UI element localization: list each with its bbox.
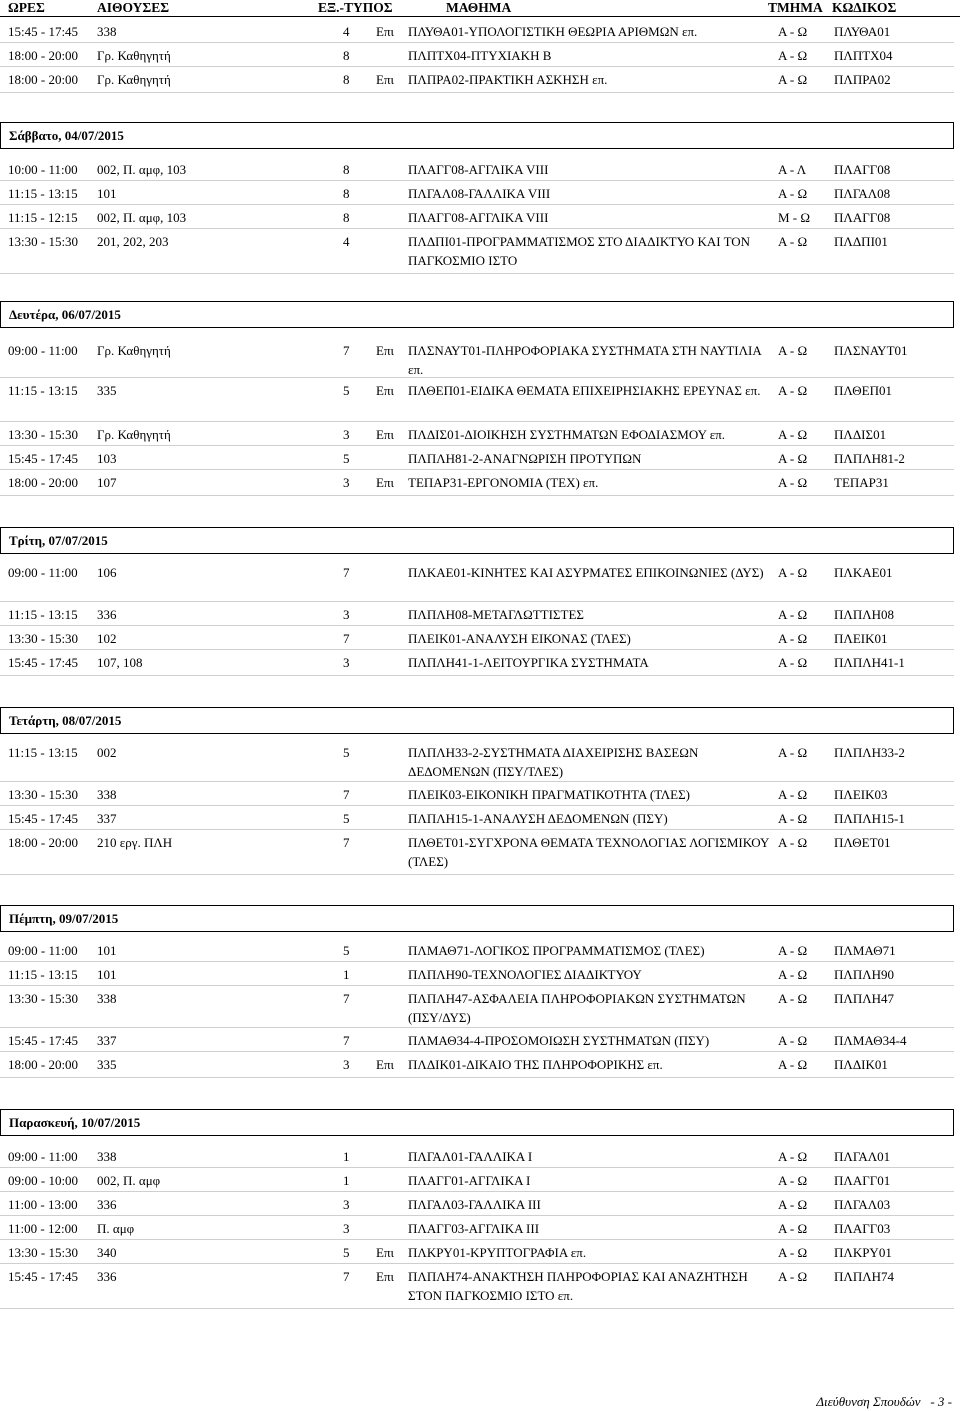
- day-label: Δευτέρα, 06/07/2015: [9, 307, 121, 322]
- exam-sem: 5: [343, 1245, 350, 1260]
- exam-room: Γρ. Καθηγητή: [97, 48, 171, 63]
- exam-time: 11:15 - 13:15: [8, 186, 78, 201]
- exam-sem: 5: [343, 943, 350, 958]
- exam-course: ΠΛΓΑΛ08-ΓΑΛΛΙΚΑ VIII: [408, 186, 551, 201]
- exam-course: ΠΛΜΑΘ71-ΛΟΓΙΚΟΣ ΠΡΟΓΡΑΜΜΑΤΙΣΜΟΣ (ΤΛΕΣ): [408, 943, 705, 958]
- exam-code: ΠΛΠΛΗ47: [834, 991, 895, 1006]
- exam-time: 11:00 - 12:00: [8, 1221, 78, 1236]
- exam-section: Α - Ω: [778, 565, 808, 580]
- exam-room: 002: [97, 745, 117, 760]
- exam-course: ΠΛΘΕΤ01-ΣΥΓΧΡΟΝΑ ΘΕΜΑΤΑ ΤΕΧΝΟΛΟΓΙΑΣ ΛΟΓΙΣΜΙΚΟΥ (ΤΛΕΣ): [408, 835, 769, 869]
- exam-room: 337: [97, 811, 117, 826]
- exam-code: ΤΕΠΑΡ31: [834, 475, 889, 490]
- exam-course: ΠΛΓΑΛ01-ΓΑΛΛΙΚΑ Ι: [408, 1149, 533, 1164]
- exam-section: Α - Ω: [778, 1149, 808, 1164]
- day-header: [0, 707, 954, 734]
- exam-section: Α - Ω: [778, 631, 808, 646]
- exam-sem: 7: [343, 991, 350, 1006]
- row-divider: [0, 1215, 954, 1216]
- exam-time: 15:45 - 17:45: [8, 24, 79, 39]
- exam-code: ΠΛΚΑΕ01: [834, 565, 893, 580]
- row-divider: [0, 1308, 954, 1309]
- exam-room: 103: [97, 451, 117, 466]
- exam-course: ΠΛΔΙΣ01-ΔΙΟΙΚΗΣΗ ΣΥΣΤΗΜΑΤΩΝ ΕΦΟΔΙΑΣΜΟΥ επ.: [408, 427, 726, 442]
- exam-time: 15:45 - 17:45: [8, 1269, 79, 1284]
- row-divider: [0, 1191, 954, 1192]
- exam-type: Επι: [376, 427, 395, 442]
- exam-sem: 7: [343, 1269, 350, 1284]
- row-divider: [0, 228, 954, 229]
- row-divider: [0, 829, 954, 830]
- day-label: Παρασκευή, 10/07/2015: [9, 1115, 141, 1130]
- exam-code: ΠΛΠΤΧ04: [834, 48, 893, 63]
- row-divider: [0, 1027, 954, 1028]
- exam-section: Α - Ω: [778, 48, 808, 63]
- exam-section: Α - Ω: [778, 1269, 808, 1284]
- exam-sem: 3: [343, 1057, 350, 1072]
- exam-code: ΠΛΥΘΑ01: [834, 24, 891, 39]
- exam-type: Επι: [376, 383, 395, 398]
- exam-section: Α - Ω: [778, 1221, 808, 1236]
- exam-time: 18:00 - 20:00: [8, 48, 79, 63]
- header-room: ΑΙΘΟΥΣΕΣ: [97, 0, 170, 15]
- exam-section: Α - Ω: [778, 186, 808, 201]
- row-divider: [0, 180, 954, 181]
- exam-type: Επι: [376, 24, 395, 39]
- exam-course: ΠΛΑΓΓ01-ΑΓΓΛΙΚΑ Ι: [408, 1173, 531, 1188]
- exam-sem: 8: [343, 72, 350, 87]
- row-divider: [0, 625, 954, 626]
- header-time: ΩΡΕΣ: [8, 0, 45, 15]
- exam-sem: 1: [343, 1173, 350, 1188]
- exam-time: 13:30 - 15:30: [8, 991, 79, 1006]
- exam-room: 337: [97, 1033, 117, 1048]
- exam-time: 09:00 - 11:00: [8, 943, 78, 958]
- exam-room: 107: [97, 475, 117, 490]
- exam-sem: 1: [343, 1149, 350, 1164]
- row-divider: [0, 1051, 954, 1052]
- exam-time: 15:45 - 17:45: [8, 1033, 79, 1048]
- exam-type: Επι: [376, 1245, 395, 1260]
- exam-sem: 5: [343, 811, 350, 826]
- exam-code: ΠΛΘΕΤ01: [834, 835, 891, 850]
- row-divider: [0, 985, 954, 986]
- exam-code: ΠΛΜΑΘ34-4: [834, 1033, 907, 1048]
- exam-course: ΠΛΠΡΑ02-ΠΡΑΚΤΙΚΗ ΑΣΚΗΣΗ επ.: [408, 72, 608, 87]
- day-label: Τετάρτη, 08/07/2015: [9, 713, 122, 728]
- exam-sem: 5: [343, 383, 350, 398]
- exam-code: ΠΛΚΡΥ01: [834, 1245, 892, 1260]
- column-header: [0, 0, 960, 17]
- exam-sem: 7: [343, 565, 350, 580]
- row-divider: [0, 675, 954, 676]
- exam-room: 106: [97, 565, 117, 580]
- row-divider: [0, 42, 954, 43]
- exam-code: ΠΛΔΙΚ01: [834, 1057, 888, 1072]
- row-divider: [0, 92, 954, 93]
- exam-type: Επι: [376, 1269, 395, 1284]
- exam-room: 338: [97, 991, 117, 1006]
- exam-room: 107, 108: [97, 655, 143, 670]
- exam-course: ΠΛΥΘΑ01-ΥΠΟΛΟΓΙΣΤΙΚΗ ΘΕΩΡΙΑ ΑΡΙΘΜΩΝ επ.: [408, 24, 698, 39]
- exam-time: 18:00 - 20:00: [8, 1057, 79, 1072]
- exam-code: ΠΛΑΓΓ03: [834, 1221, 891, 1236]
- exam-course: ΠΛΠΛΗ81-2-ΑΝΑΓΝΩΡΙΣΗ ΠΡΟΤΥΠΩΝ: [408, 451, 642, 466]
- exam-section: Α - Ω: [778, 475, 808, 490]
- exam-sem: 8: [343, 48, 350, 63]
- exam-course: ΠΛΑΓΓ08-ΑΓΓΛΙΚΑ VIII: [408, 162, 549, 177]
- footer-page-number: - 3 -: [930, 1394, 952, 1409]
- exam-section: Α - Ω: [778, 811, 808, 826]
- exam-section: Α - Ω: [778, 745, 808, 760]
- exam-sem: 3: [343, 1221, 350, 1236]
- exam-sem: 7: [343, 1033, 350, 1048]
- header-course: ΜΑΘΗΜΑ: [446, 0, 512, 15]
- exam-code: ΠΛΑΓΓ08: [834, 210, 891, 225]
- exam-time: 18:00 - 20:00: [8, 835, 79, 850]
- row-divider: [0, 469, 954, 470]
- exam-course: ΠΛΠΛΗ74-ΑΝΑΚΤΗΣΗ ΠΛΗΡΟΦΟΡΙΑΣ ΚΑΙ ΑΝΑΖΗΤΗΣΗ ΣΤΟΝ ΠΑΓΚΟΣΜΙΟ ΙΣΤΟ επ.: [408, 1269, 748, 1303]
- exam-course: ΠΛΕΙΚ03-ΕΙΚΟΝΙΚΗ ΠΡΑΓΜΑΤΙΚΟΤΗΤΑ (ΤΛΕΣ): [408, 787, 690, 802]
- row-divider: [0, 649, 954, 650]
- exam-sem: 5: [343, 745, 350, 760]
- exam-code: ΠΛΓΑΛ08: [834, 186, 891, 201]
- exam-code: ΠΛΠΛΗ90: [834, 967, 895, 982]
- exam-code: ΠΛΓΑΛ01: [834, 1149, 891, 1164]
- exam-time: 10:00 - 11:00: [8, 162, 78, 177]
- exam-time: 15:45 - 17:45: [8, 451, 79, 466]
- exam-code: ΠΛΔΠΙ01: [834, 234, 888, 249]
- exam-room: 338: [97, 787, 117, 802]
- exam-room: 335: [97, 1057, 117, 1072]
- exam-time: 13:30 - 15:30: [8, 631, 79, 646]
- exam-course: ΠΛΠΛΗ15-1-ΑΝΑΛΥΣΗ ΔΕΔΟΜΕΝΩΝ (ΠΣΥ): [408, 811, 668, 826]
- exam-room: 336: [97, 1197, 117, 1212]
- row-divider: [0, 1077, 954, 1078]
- day-header: [0, 301, 954, 328]
- exam-sem: 3: [343, 427, 350, 442]
- exam-code: ΠΛΑΓΓ01: [834, 1173, 891, 1188]
- exam-code: ΠΛΕΙΚ03: [834, 787, 888, 802]
- exam-section: Α - Ω: [778, 835, 808, 850]
- day-header: [0, 905, 954, 932]
- exam-section: Α - Ω: [778, 967, 808, 982]
- row-divider: [0, 781, 954, 782]
- exam-code: ΠΛΠΛΗ41-1: [834, 655, 905, 670]
- day-label: Σάββατο, 04/07/2015: [9, 128, 124, 143]
- exam-time: 09:00 - 11:00: [8, 343, 78, 358]
- exam-time: 15:45 - 17:45: [8, 811, 79, 826]
- exam-code: ΠΛΠΡΑ02: [834, 72, 891, 87]
- exam-sem: 1: [343, 967, 350, 982]
- exam-course: ΠΛΔΠΙ01-ΠΡΟΓΡΑΜΜΑΤΙΣΜΟΣ ΣΤΟ ΔΙΑΔΙΚΤΥΟ ΚΑΙ ΤΟΝ ΠΑΓΚΟΣΜΙΟ ΙΣΤΟ: [408, 234, 751, 268]
- exam-code: ΠΛΠΛΗ81-2: [834, 451, 905, 466]
- exam-section: Α - Ω: [778, 343, 808, 358]
- exam-section: Α - Ω: [778, 24, 808, 39]
- exam-course: ΠΛΠΛΗ47-ΑΣΦΑΛΕΙΑ ΠΛΗΡΟΦΟΡΙΑΚΩΝ ΣΥΣΤΗΜΑΤΩΝ (ΠΣΥ/ΔΥΣ): [408, 991, 746, 1025]
- exam-sem: 7: [343, 835, 350, 850]
- day-header: [0, 122, 954, 149]
- exam-room: 102: [97, 631, 117, 646]
- exam-room: Γρ. Καθηγητή: [97, 343, 171, 358]
- exam-course: ΠΛΠΛΗ41-1-ΛΕΙΤΟΥΡΓΙΚΑ ΣΥΣΤΗΜΑΤΑ: [408, 655, 649, 670]
- header-divider: [0, 16, 960, 17]
- exam-time: 11:15 - 13:15: [8, 745, 78, 760]
- exam-room: 340: [97, 1245, 117, 1260]
- row-divider: [0, 421, 954, 422]
- exam-course: ΠΛΠΛΗ08-ΜΕΤΑΓΛΩΤΤΙΣΤΕΣ: [408, 607, 584, 622]
- exam-course: ΠΛΠΛΗ33-2-ΣΥΣΤΗΜΑΤΑ ΔΙΑΧΕΙΡΙΣΗΣ ΒΑΣΕΩΝ ΔΕΔΟΜΕΝΩΝ (ΠΣΥ/ΤΛΕΣ): [408, 745, 699, 779]
- exam-time: 15:45 - 17:45: [8, 655, 79, 670]
- exam-course: ΠΛΑΓΓ08-ΑΓΓΛΙΚΑ VIII: [408, 210, 549, 225]
- row-divider: [0, 874, 954, 875]
- exam-section: Α - Ω: [778, 1173, 808, 1188]
- exam-room: 101: [97, 943, 117, 958]
- exam-section: Α - Λ: [778, 162, 807, 177]
- exam-room: 338: [97, 24, 117, 39]
- exam-sem: 7: [343, 631, 350, 646]
- exam-section: Α - Ω: [778, 655, 808, 670]
- header-code: ΚΩΔΙΚΟΣ: [832, 0, 897, 15]
- exam-section: Α - Ω: [778, 383, 808, 398]
- exam-section: Μ - Ω: [778, 210, 811, 225]
- exam-time: 09:00 - 11:00: [8, 565, 78, 580]
- exam-time: 09:00 - 11:00: [8, 1149, 78, 1164]
- exam-type: Επι: [376, 343, 395, 358]
- exam-section: Α - Ω: [778, 787, 808, 802]
- exam-room: 002, Π. αμφ, 103: [97, 210, 187, 225]
- exam-type: Επι: [376, 72, 395, 87]
- exam-time: 13:30 - 15:30: [8, 427, 79, 442]
- exam-code: ΠΛΠΛΗ15-1: [834, 811, 905, 826]
- exam-room: 002, Π. αμφ: [97, 1173, 161, 1188]
- page-footer: [816, 1394, 952, 1410]
- row-divider: [0, 1167, 954, 1168]
- exam-course: ΠΛΠΤΧ04-ΠΤΥΧΙΑΚΗ Β: [408, 48, 552, 63]
- day-header: [0, 1109, 954, 1136]
- exam-room: 335: [97, 383, 117, 398]
- exam-code: ΠΛΠΛΗ08: [834, 607, 895, 622]
- exam-time: 11:15 - 13:15: [8, 383, 78, 398]
- exam-time: 11:00 - 13:00: [8, 1197, 78, 1212]
- exam-sem: 8: [343, 210, 350, 225]
- exam-time: 13:30 - 15:30: [8, 1245, 79, 1260]
- exam-type: Επι: [376, 1057, 395, 1072]
- row-divider: [0, 1263, 954, 1264]
- row-divider: [0, 377, 954, 378]
- exam-code: ΠΛΜΑΘ71: [834, 943, 896, 958]
- row-divider: [0, 445, 954, 446]
- exam-room: 101: [97, 967, 117, 982]
- exam-course: ΠΛΚΡΥ01-ΚΡΥΠΤΟΓΡΑΦΙΑ επ.: [408, 1245, 587, 1260]
- exam-course: ΤΕΠΑΡ31-ΕΡΓΟΝΟΜΙΑ (ΤΕΧ) επ.: [408, 475, 599, 490]
- exam-section: Α - Ω: [778, 72, 808, 87]
- exam-code: ΠΛΓΑΛ03: [834, 1197, 891, 1212]
- exam-course: ΠΛΑΓΓ03-ΑΓΓΛΙΚΑ ΙΙΙ: [408, 1221, 540, 1236]
- row-divider: [0, 495, 954, 496]
- exam-time: 18:00 - 20:00: [8, 475, 79, 490]
- exam-room: Γρ. Καθηγητή: [97, 72, 171, 87]
- exam-code: ΠΛΠΛΗ33-2: [834, 745, 905, 760]
- exam-section: Α - Ω: [778, 943, 808, 958]
- exam-sem: 3: [343, 475, 350, 490]
- exam-sem: 3: [343, 655, 350, 670]
- exam-course: ΠΛΓΑΛ03-ΓΑΛΛΙΚΑ ΙΙΙ: [408, 1197, 541, 1212]
- row-divider: [0, 805, 954, 806]
- exam-sem: 7: [343, 787, 350, 802]
- exam-room: 002, Π. αμφ, 103: [97, 162, 187, 177]
- exam-course: ΠΛΚΑΕ01-ΚΙΝΗΤΕΣ ΚΑΙ ΑΣΥΡΜΑΤΕΣ ΕΠΙΚΟΙΝΩΝΙΕΣ (ΔΥΣ): [408, 565, 764, 580]
- exam-section: Α - Ω: [778, 1245, 808, 1260]
- row-divider: [0, 601, 954, 602]
- exam-time: 11:15 - 13:15: [8, 967, 78, 982]
- exam-course: ΠΛΘΕΠ01-ΕΙΔΙΚΑ ΘΕΜΑΤΑ ΕΠΙΧΕΙΡΗΣΙΑΚΗΣ ΕΡΕΥΝΑΣ επ.: [408, 383, 761, 398]
- exam-room: 338: [97, 1149, 117, 1164]
- day-label: Τρίτη, 07/07/2015: [9, 533, 108, 548]
- exam-code: ΠΛΔΙΣ01: [834, 427, 887, 442]
- exam-code: ΠΛΣΝΑΥΤ01: [834, 343, 908, 358]
- exam-room: Π. αμφ: [97, 1221, 135, 1236]
- exam-time: 11:15 - 13:15: [8, 607, 78, 622]
- day-header: [0, 527, 954, 554]
- exam-course: ΠΛΕΙΚ01-ΑΝΑΛΥΣΗ ΕΙΚΟΝΑΣ (ΤΛΕΣ): [408, 631, 631, 646]
- exam-time: 09:00 - 10:00: [8, 1173, 79, 1188]
- exam-room: 201, 202, 203: [97, 234, 169, 249]
- exam-sem: 8: [343, 162, 350, 177]
- exam-section: Α - Ω: [778, 427, 808, 442]
- exam-section: Α - Ω: [778, 451, 808, 466]
- exam-room: 336: [97, 1269, 117, 1284]
- exam-type: Επι: [376, 475, 395, 490]
- exam-time: 13:30 - 15:30: [8, 787, 79, 802]
- exam-course: ΠΛΠΛΗ90-ΤΕΧΝΟΛΟΓΙΕΣ ΔΙΑΔΙΚΤΥΟΥ: [408, 967, 642, 982]
- footer-office: Διεύθυνση Σπουδών: [816, 1394, 921, 1409]
- exam-sem: 8: [343, 186, 350, 201]
- row-divider: [0, 273, 954, 274]
- exam-sem: 4: [343, 234, 350, 249]
- exam-room: 101: [97, 186, 117, 201]
- exam-room: Γρ. Καθηγητή: [97, 427, 171, 442]
- exam-time: 13:30 - 15:30: [8, 234, 79, 249]
- exam-code: ΠΛΠΛΗ74: [834, 1269, 895, 1284]
- exam-section: Α - Ω: [778, 234, 808, 249]
- header-section: ΤΜΗΜΑ: [768, 0, 823, 15]
- exam-section: Α - Ω: [778, 991, 808, 1006]
- row-divider: [0, 1239, 954, 1240]
- exam-course: ΠΛΔΙΚ01-ΔΙΚΑΙΟ ΤΗΣ ΠΛΗΡΟΦΟΡΙΚΗΣ επ.: [408, 1057, 663, 1072]
- exam-sem: 4: [343, 24, 350, 39]
- exam-sem: 5: [343, 451, 350, 466]
- exam-course: ΠΛΣΝΑΥΤ01-ΠΛΗΡΟΦΟΡΙΑΚΑ ΣΥΣΤΗΜΑΤΑ ΣΤΗ ΝΑΥΤΙΛΙΑ επ.: [408, 343, 762, 377]
- exam-section: Α - Ω: [778, 607, 808, 622]
- day-label: Πέμπτη, 09/07/2015: [9, 911, 119, 926]
- header-type: ΕΞ.-ΤΥΠΟΣ: [318, 0, 393, 15]
- exam-sem: 3: [343, 607, 350, 622]
- row-divider: [0, 204, 954, 205]
- exam-sem: 7: [343, 343, 350, 358]
- exam-room: 336: [97, 607, 117, 622]
- row-divider: [0, 66, 954, 67]
- exam-time: 18:00 - 20:00: [8, 72, 79, 87]
- exam-section: Α - Ω: [778, 1057, 808, 1072]
- exam-time: 11:15 - 12:15: [8, 210, 78, 225]
- exam-code: ΠΛΕΙΚ01: [834, 631, 888, 646]
- exam-course: ΠΛΜΑΘ34-4-ΠΡΟΣΟΜΟΙΩΣΗ ΣΥΣΤΗΜΑΤΩΝ (ΠΣΥ): [408, 1033, 710, 1048]
- exam-section: Α - Ω: [778, 1033, 808, 1048]
- exam-code: ΠΛΑΓΓ08: [834, 162, 891, 177]
- row-divider: [0, 961, 954, 962]
- exam-code: ΠΛΘΕΠ01: [834, 383, 892, 398]
- exam-section: Α - Ω: [778, 1197, 808, 1212]
- exam-sem: 3: [343, 1197, 350, 1212]
- exam-room: 210 εργ. ΠΛΗ: [97, 835, 173, 850]
